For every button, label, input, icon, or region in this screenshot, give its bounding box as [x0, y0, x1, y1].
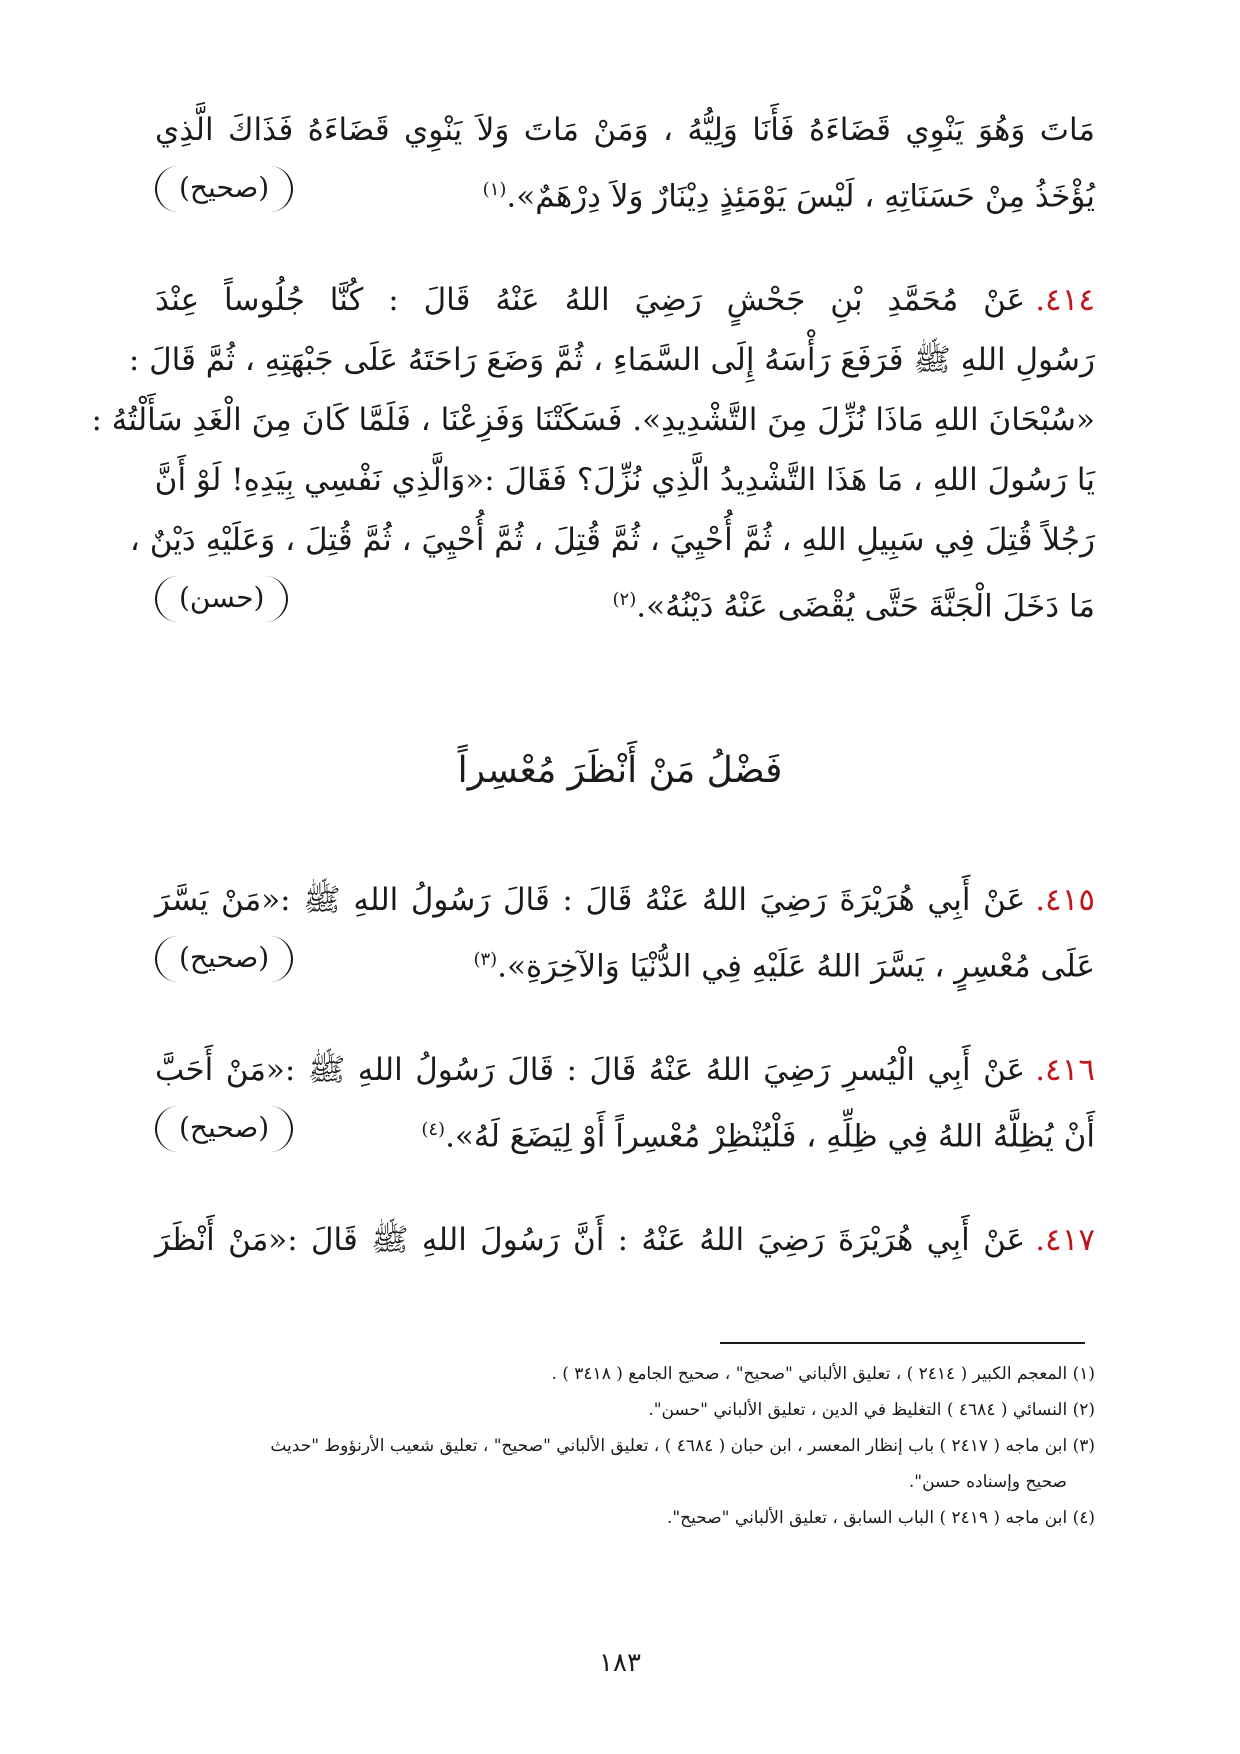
text-line	[155, 1210, 1095, 1270]
text-line	[155, 160, 1095, 220]
text-line-content: مَا دَخَلَ الْجَنَّةَ حَتَّى يُقْضَى عَنْهُ دَيْنُهُ».	[636, 588, 1095, 625]
footnote-ref[interactable]: (١)	[482, 179, 507, 200]
footnote-text: (١) المعجم الكبير ( ٢٤١٤ ) ، تعليق الألباني "صحيح" ، صحيح الجامع ( ٣٤١٨ ) .	[551, 1364, 1095, 1384]
page-number: ١٨٣	[599, 1648, 641, 1678]
hadith-number: ٤١٧.	[1035, 1222, 1095, 1258]
footnote-4	[155, 1500, 1095, 1536]
grade-badge: (صحيح)	[155, 936, 293, 982]
footnote-ref[interactable]: (٤)	[421, 1119, 446, 1140]
hadith-414	[91, 270, 1095, 630]
text-line: مَاتَ وَهُوَ يَنْوِي قَضَاءَهُ فَأَنَا وَلِيُّهُ ، وَمَنْ مَاتَ وَلاَ يَنْوِي قَضَاءَهُ فَذَاكَ الَّذِي	[155, 112, 1095, 148]
text-line-content: عَنْ أَبِي الْيُسرِ رَضِيَ اللهُ عَنْهُ قَالَ : قَالَ رَسُولُ اللهِ ﷺ :«مَنْ أَحَبَّ	[155, 1052, 1026, 1088]
text-line: يَا رَسُولَ اللهِ ، مَا هَذَا التَّشْدِيدُ الَّذِي نُزِّلَ؟ فَقَالَ :«وَالَّذِي نَفْسِي بِيَدِهِ! لَوْ أَنَّ	[154, 462, 1095, 498]
text-line: رَسُولِ اللهِ ﷺ فَرَفَعَ رَأْسَهُ إِلَى السَّمَاءِ ، ثُمَّ وَضَعَ رَاحَتَهُ عَلَى جَبْهَتِهِ ، ثُمَّ قَالَ :	[128, 342, 1095, 378]
footnote-2	[155, 1392, 1095, 1428]
footnote-text: (٢) النسائي ( ٤٦٨٤ ) التغليظ في الدين ، تعليق الألباني "حسن".	[648, 1400, 1095, 1420]
text-line	[155, 1040, 1095, 1100]
footnote-ref[interactable]: (٢)	[612, 589, 637, 610]
hadith-number: ٤١٤.	[1035, 282, 1095, 318]
text-line: رَجُلاً قُتِلَ فِي سَبِيلِ اللهِ ، ثُمَّ أُحْيِيَ ، ثُمَّ قُتِلَ ، ثُمَّ أُحْيِيَ ، ثُمَّ قُتِلَ ، وَعَلَيْهِ دَيْنٌ ،	[129, 522, 1095, 558]
text-line	[155, 270, 1095, 330]
text-line-content: عَنْ مُحَمَّدِ بْنِ جَحْشٍ رَضِيَ اللهُ عَنْهُ قَالَ : كُنَّا جُلُوساً عِنْدَ	[155, 282, 1026, 318]
text-line	[155, 870, 1095, 930]
hadith-continuation	[155, 100, 1095, 220]
grade-badge: (صحيح)	[155, 166, 293, 212]
text-line-content: عَنْ أَبِي هُرَيْرَةَ رَضِيَ اللهُ عَنْهُ : أَنَّ رَسُولَ اللهِ ﷺ قَالَ :«مَنْ أَنْظَرَ	[155, 1222, 1026, 1258]
grade-badge: (صحيح)	[155, 1106, 293, 1152]
hadith-number: ٤١٦.	[1035, 1052, 1095, 1088]
text-line	[155, 1100, 1095, 1160]
text-line-content: عَلَى مُعْسِرٍ ، يَسَّرَ اللهُ عَلَيْهِ فِي الدُّنْيَا وَالآخِرَةِ».	[497, 948, 1095, 985]
footnote-divider	[720, 1342, 1085, 1344]
footnote-continuation: صحيح وإسناده حسن".	[908, 1472, 1067, 1492]
text-line	[155, 570, 1095, 630]
hadith-415	[155, 870, 1095, 990]
hadith-number: ٤١٥.	[1035, 882, 1095, 918]
footnotes	[155, 1356, 1095, 1536]
footnote-text: (٣) ابن ماجه ( ٢٤١٧ ) باب إنظار المعسر ، ابن حبان ( ٤٦٨٤ ) ، تعليق الألباني "صحيح" ، تعليق شعيب الأرنؤوط "حديث	[270, 1436, 1095, 1456]
text-line: «سُبْحَانَ اللهِ مَاذَا نُزِّلَ مِنَ التَّشْدِيدِ». فَسَكَتْنَا وَفَزِعْنَا ، فَلَمَّا كَانَ مِنَ الْغَدِ سَأَلْتُهُ :	[91, 402, 1095, 438]
text-line-content: يُؤْخَذُ مِنْ حَسَنَاتِهِ ، لَيْسَ يَوْمَئِذٍ دِيْنَارٌ وَلاَ دِرْهَمٌ».	[506, 178, 1095, 215]
footnote-text: (٤) ابن ماجه ( ٢٤١٩ ) الباب السابق ، تعليق الألباني "صحيح".	[666, 1508, 1095, 1528]
footnote-ref[interactable]: (٣)	[473, 949, 498, 970]
text-line-content: أَنْ يُظِلَّهُ اللهُ فِي ظِلِّهِ ، فَلْيُنْظِرْ مُعْسِراً أَوْ لِيَضَعَ لَهُ».	[445, 1118, 1095, 1155]
text-line	[155, 930, 1095, 990]
section-heading: فَضْلُ مَنْ أَنْظَرَ مُعْسِراً	[457, 750, 783, 791]
footnote-1	[155, 1356, 1095, 1392]
hadith-417	[155, 1210, 1095, 1270]
hadith-416	[155, 1040, 1095, 1160]
text-line-content: عَنْ أَبِي هُرَيْرَةَ رَضِيَ اللهُ عَنْهُ قَالَ : قَالَ رَسُولُ اللهِ ﷺ :«مَنْ يَسَّرَ	[155, 882, 1026, 918]
footnote-3	[155, 1428, 1095, 1500]
grade-badge: (حسن)	[155, 576, 288, 622]
